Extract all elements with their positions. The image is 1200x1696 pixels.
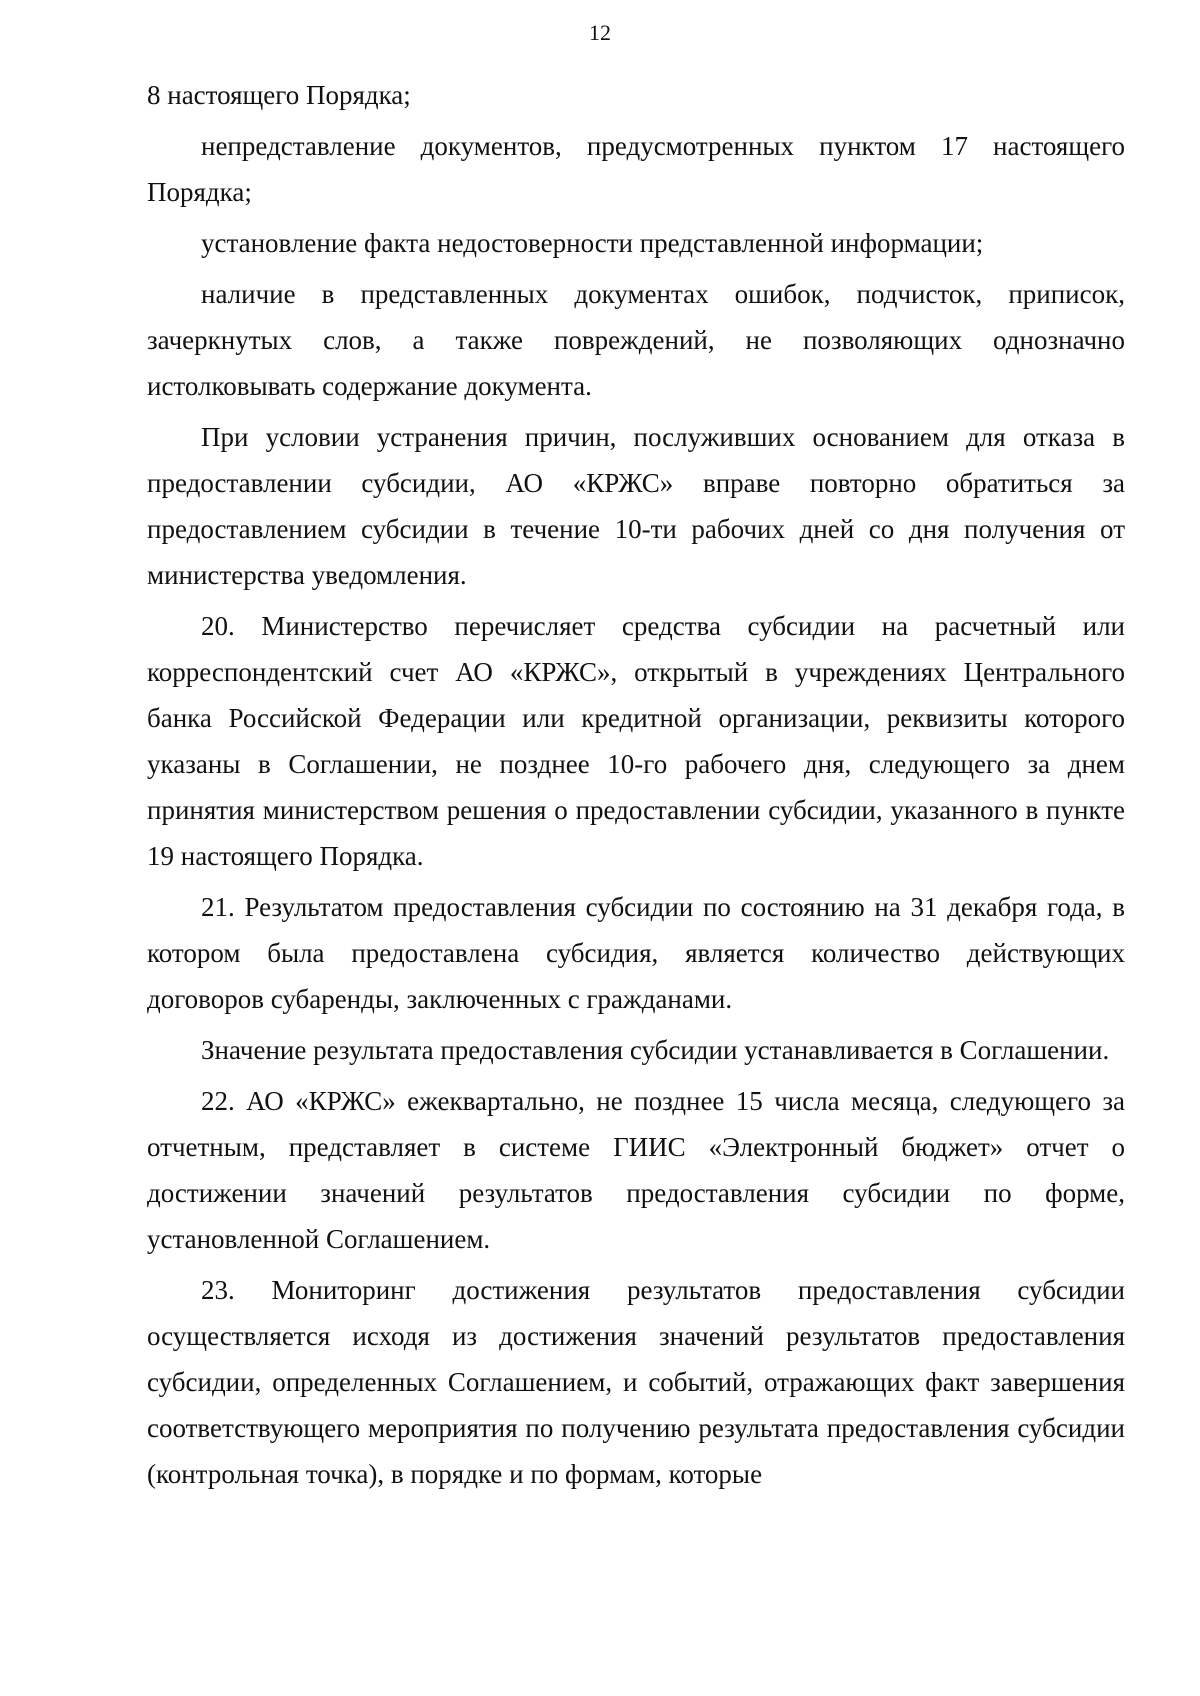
paragraph-item-23: 23. Мониторинг достижения результатов предоставления субсидии осуществляется исходя из достижения значений результатов предоставления субсидии, определенных Соглашением, и событий, отражающих факт завершения соответствующего мероприятия по получению результата предоставления субсидии (контрольная точка), в порядке и по формам, которые [147,1275,1125,1489]
paragraph-item-22: 22. АО «КРЖС» ежеквартально, не позднее 15 числа месяца, следующего за отчетным, представляет в системе ГИИС «Электронный бюджет» отчет о достижении значений результатов предоставления субсидии по форме, установленной Соглашением. [147,1086,1125,1254]
paragraph: 8 настоящего Порядка; [147,80,411,110]
paragraph: При условии устранения причин, послуживших основанием для отказа в предоставлении субсидии, АО «КРЖС» вправе повторно обратиться за предоставлением субсидии в течение 10-ти рабочих дней со дня получения от министерства уведомления. [147,422,1125,590]
paragraph: наличие в представленных документах ошибок, подчисток, приписок, зачеркнутых слов, а также повреждений, не позволяющих однозначно истолковывать содержание документа. [147,279,1125,401]
paragraph: установление факта недостоверности представленной информации; [201,228,984,258]
page-number: 12 [589,20,611,45]
paragraph-item-21: 21. Результатом предоставления субсидии по состоянию на 31 декабря года, в котором была предоставлена субсидия, является количество действующих договоров субаренды, заключенных с гражданами. [147,892,1125,1014]
document-body [147,72,1125,1502]
paragraph: непредставление документов, предусмотренных пунктом 17 настоящего Порядка; [147,131,1125,207]
paragraph-item-20: 20. Министерство перечисляет средства субсидии на расчетный или корреспондентский счет АО «КРЖС», открытый в учреждениях Центрального банка Российской Федерации или кредитной организации, реквизиты которого указаны в Соглашении, не позднее 10-го рабочего дня, следующего за днем принятия министерством решения о предоставлении субсидии, указанного в пункте 19 настоящего Порядка. [147,611,1125,871]
paragraph: Значение результата предоставления субсидии устанавливается в Соглашении. [201,1035,1110,1065]
